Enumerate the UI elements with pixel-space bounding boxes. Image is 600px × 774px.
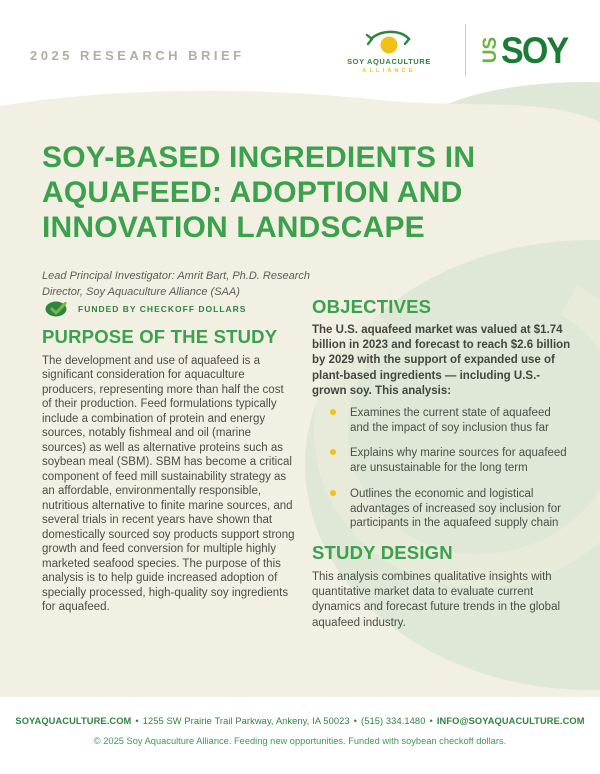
purpose-heading: PURPOSE OF THE STUDY (42, 326, 278, 347)
footer-phone: (515) 334.1480 (361, 716, 426, 726)
footer-contact-line (0, 716, 600, 726)
saa-logo-subname: ALLIANCE (362, 68, 416, 74)
investigator-credit: Lead Principal Investigator: Amrit Bart, Ph.D. Research Director, Soy Aquaculture Alliance (SAA) (42, 270, 310, 298)
study-design-heading: STUDY DESIGN (312, 542, 453, 563)
footer-separator: • (429, 716, 433, 726)
ussoy-logo-us: US (480, 36, 501, 64)
checkoff-icon (45, 301, 70, 317)
purpose-body: The development and use of aquafeed is a significant consideration for aquaculture producers, representing more than half the cost of their production. Feed formulations typically include a combination of protein and energy sources, notably fishmeal and oil (marine sources) as well as alternative proteins such as soybean meal (SBM). SBM has become a critical component of feed mill sustainability strategy as an affordable, environmentally responsible, nutritious alternative to finite marine sources, and several trials in recent years have shown that domestically sourced soy products support strong growth and feed conversion for multiple highly marketed seafood species. The purpose of this analysis is to help guide increased adoption of specially processed, high-quality soy ingredients for aquafeed. (42, 355, 295, 614)
footer-separator: • (353, 716, 358, 726)
logo-divider (465, 24, 466, 76)
bullet-dot-icon (330, 490, 336, 496)
objective-item (324, 406, 572, 435)
funded-badge (45, 301, 246, 317)
footer-address: 1255 SW Prairie Trail Parkway, Ankeny, IA 50023 (142, 716, 350, 726)
ussoy-logo-soy: SOY (501, 29, 568, 71)
saa-fish-icon (365, 26, 413, 56)
brief-label: 2025 RESEARCH BRIEF (30, 48, 245, 63)
footer-email-link[interactable]: INFO@SOYAQUACULTURE.COM (436, 716, 585, 726)
footer-website-link[interactable]: SOYAQUACULTURE.COM (15, 716, 132, 726)
objective-item-text: Explains why marine sources for aquafeed are unsustainable for the long term (350, 447, 567, 475)
objectives-bullet-list (324, 406, 572, 542)
bullet-dot-icon (330, 449, 336, 455)
footer-copyright: © 2025 Soy Aquaculture Alliance. Feeding new opportunities. Funded with soybean checkoff dollars. (93, 736, 507, 746)
saa-logo-name: SOY AQUACULTURE (347, 57, 431, 66)
objective-item (324, 487, 572, 531)
ussoy-logo (481, 28, 573, 72)
saa-logo (328, 26, 450, 74)
header-logos (328, 24, 573, 76)
page-title: SOY-BASED INGREDIENTS IN AQUAFEED: ADOPTION AND INNOVATION LANDSCAPE (42, 141, 476, 245)
bullet-dot-icon (330, 409, 336, 415)
objectives-heading: OBJECTIVES (312, 296, 432, 317)
objective-item-text: Examines the current state of aquafeed and the impact of soy inclusion thus far (350, 407, 551, 434)
footer-separator: • (135, 716, 139, 726)
objective-item-text: Outlines the economic and logistical advantages of increased soy inclusion for participants in the aquafeed supply chain (350, 487, 561, 530)
funded-badge-label: FUNDED BY CHECKOFF DOLLARS (78, 304, 247, 314)
study-design-body: This analysis combines qualitative insights with quantitative market data to evaluate current dynamics and forecast future trends in the global aquafeed industry. (312, 571, 561, 629)
objectives-intro: The U.S. aquafeed market was valued at $1.74 billion in 2023 and forecast to reach $2.6 billion by 2029 with the support of expanded use of plant-based ingredients — including U.S.-grown soy. This analysis: (312, 324, 571, 397)
objective-item (324, 446, 572, 475)
